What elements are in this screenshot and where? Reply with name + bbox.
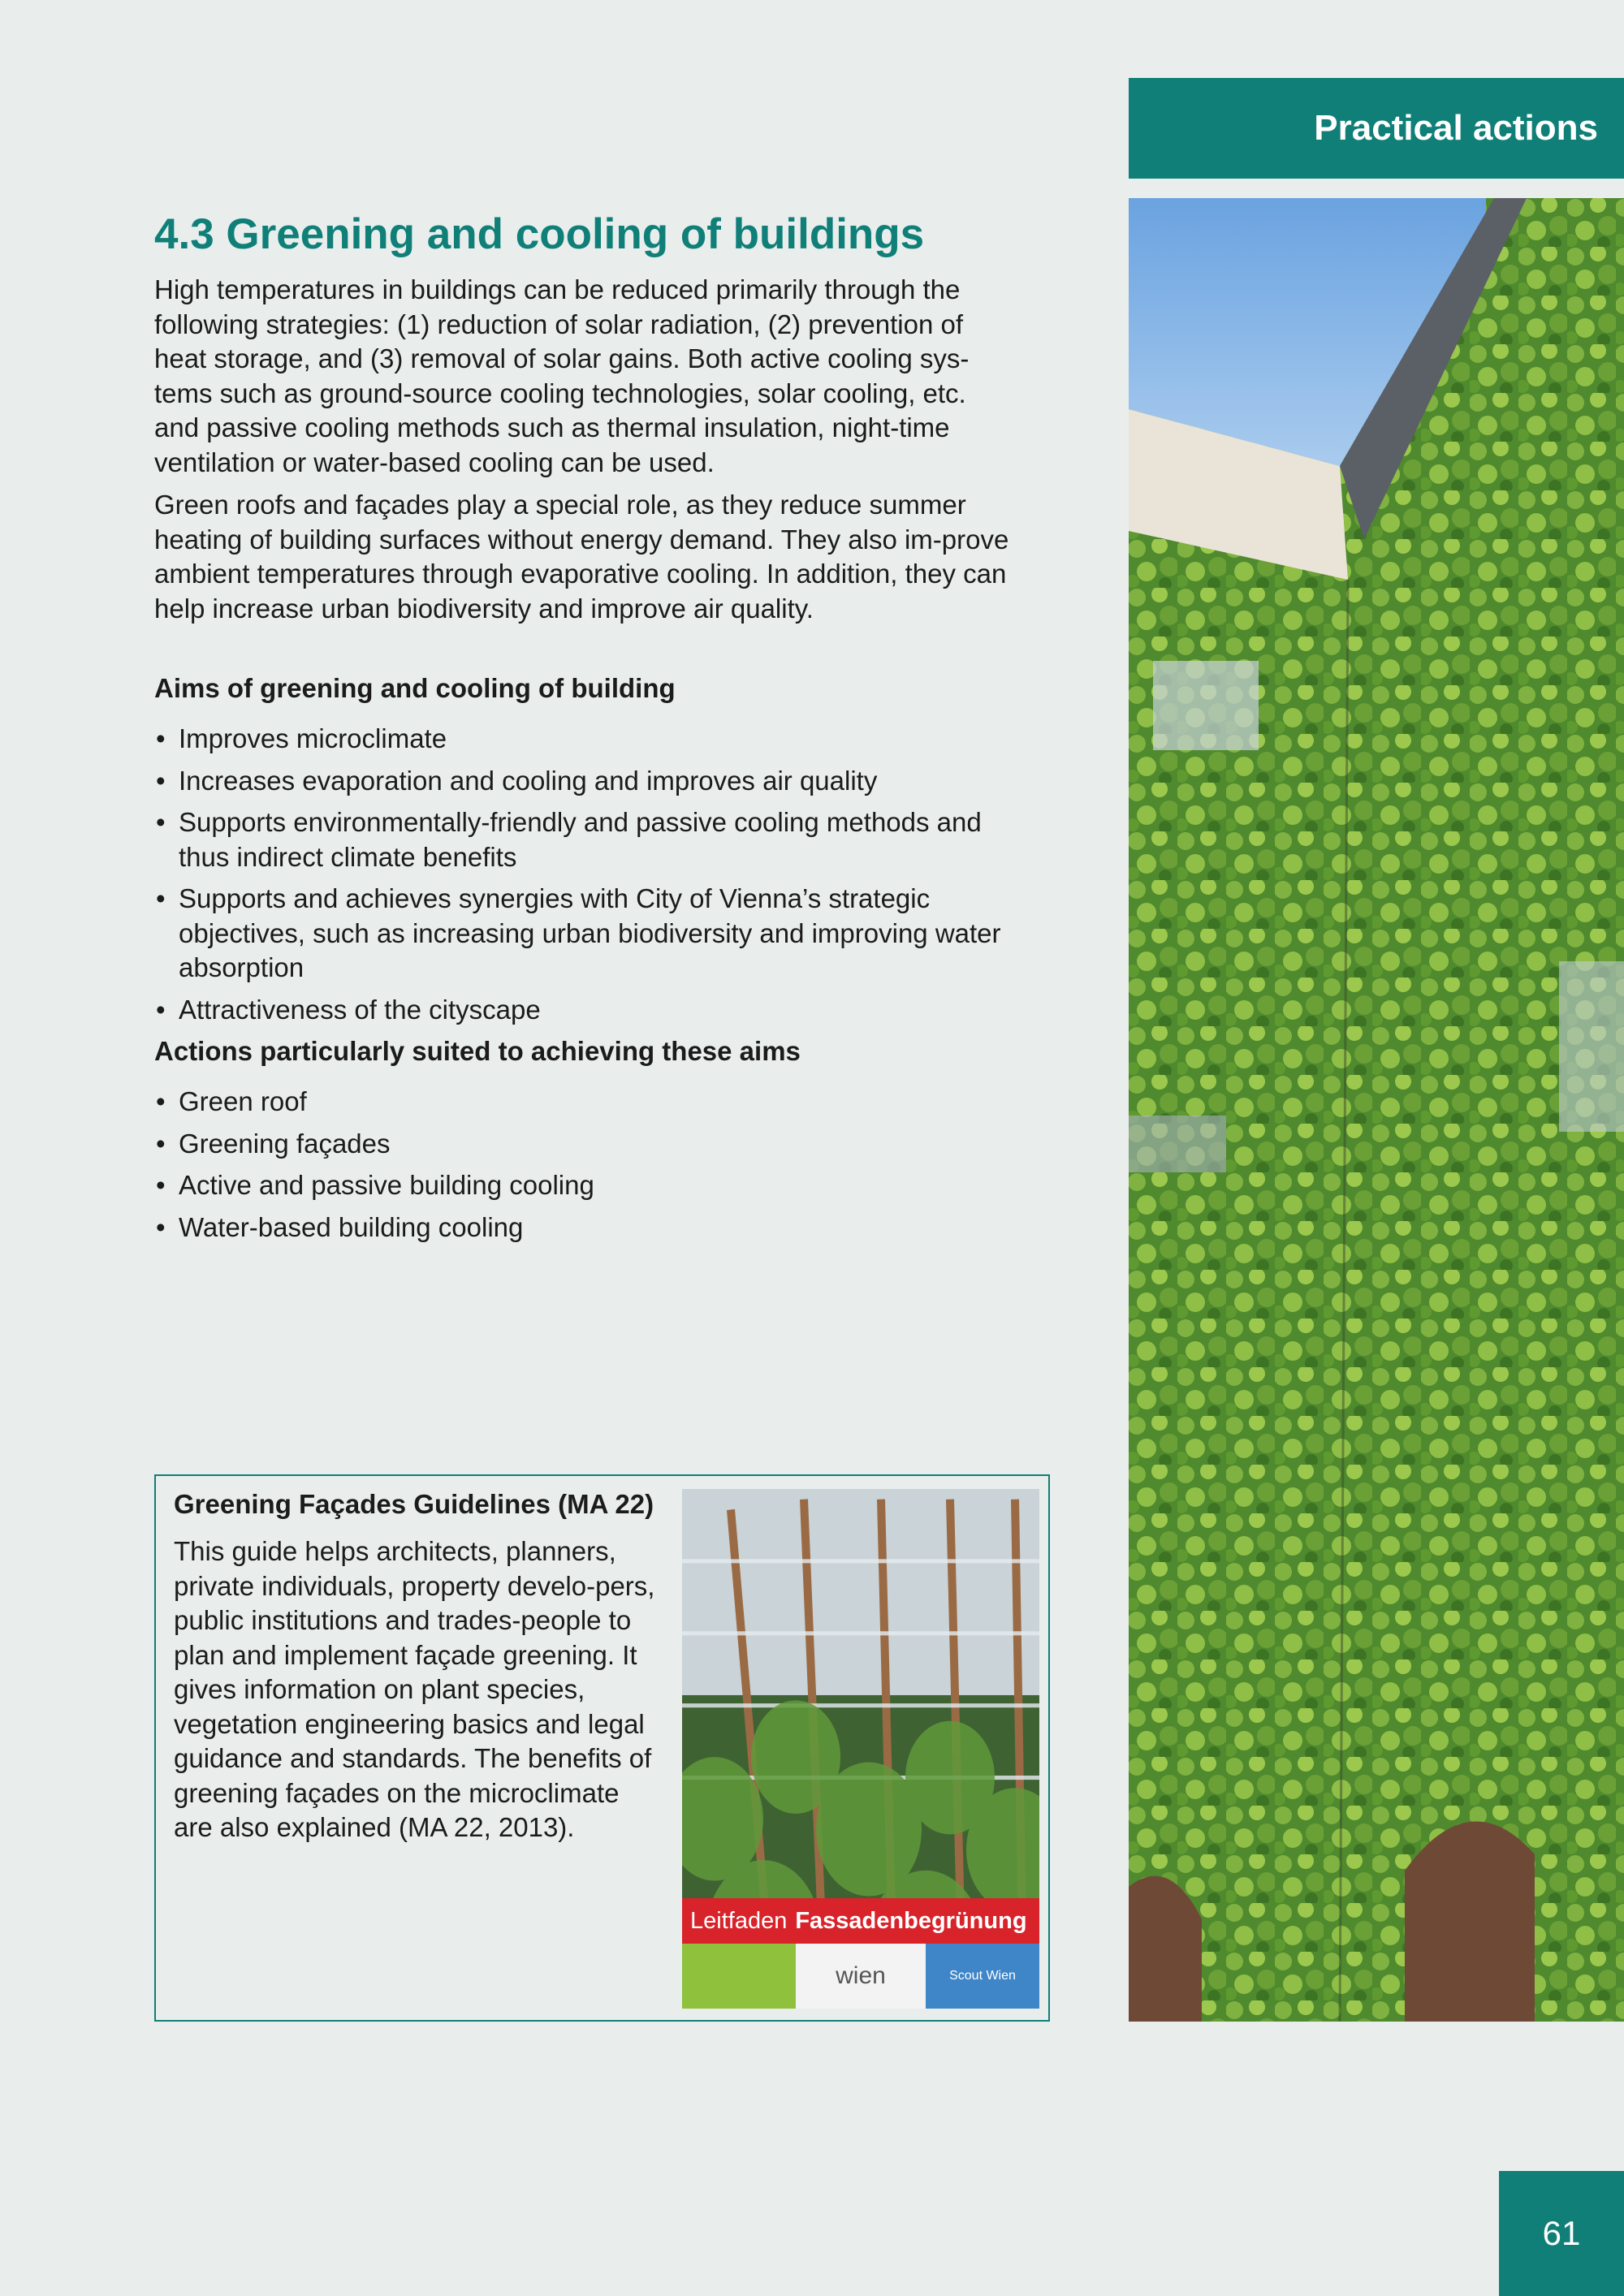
cover-logos bbox=[682, 1944, 1039, 2009]
ivy-facade-illustration bbox=[1129, 198, 1624, 2022]
list-item: • Greening façades bbox=[154, 1127, 1015, 1162]
list-item: • Water-based building cooling bbox=[154, 1211, 1015, 1245]
section-label: Practical actions bbox=[1314, 108, 1598, 148]
list-item: • Active and passive building cooling bbox=[154, 1168, 1015, 1203]
section-header-band bbox=[1129, 78, 1624, 179]
cover-title-light: Leitfaden bbox=[690, 1907, 788, 1934]
actions-list bbox=[154, 1085, 1015, 1245]
list-item: • Supports and achieves synergies with City of Vienna’s strategic objectives, such as increasing urban biodiversity and improving water absorption bbox=[154, 882, 1015, 986]
cover-title-bold: Fassadenbegrünung bbox=[795, 1907, 1027, 1934]
wien-logo bbox=[796, 1944, 926, 2009]
wien-logo-text: wien bbox=[836, 1962, 886, 1989]
green-roofs-paragraph: Green roofs and façades play a special role, as they reduce summer heating of building surfaces without energy demand. They also im-prove ambient temperatures through evaporative cooling. In addition, they can help increase urban biodiversity and improve air quality. bbox=[154, 490, 1009, 624]
aims-list bbox=[154, 722, 1015, 1027]
guidelines-text bbox=[174, 1487, 661, 1845]
page-number-text: 61 bbox=[1542, 2214, 1581, 2252]
scout-wien-logo bbox=[926, 1944, 1039, 2009]
guidelines-body: This guide helps architects, planners, private individuals, property develo-pers, public institutions and trades-people to plan and implement façade greening. It gives information on plant species, vegetation engineering basics and legal guidance and standards. The benefits of greening façades on the microclimate are also explained (MA 22, 2013). bbox=[174, 1536, 655, 1842]
list-item: • Increases evaporation and cooling and improves air quality bbox=[154, 764, 1015, 799]
list-item: • Attractiveness of the cityscape bbox=[154, 993, 1015, 1028]
guidelines-box bbox=[154, 1474, 1050, 2022]
aims-heading: Aims of greening and cooling of building bbox=[154, 673, 676, 703]
list-item: • Supports environmentally-friendly and passive cooling methods and thus indirect climate benefits bbox=[154, 805, 1015, 874]
guideline-cover-image bbox=[682, 1489, 1039, 2009]
green-logo bbox=[682, 1944, 796, 2009]
actions-heading: Actions particularly suited to achieving these aims bbox=[154, 1036, 801, 1066]
guidelines-title: Greening Façades Guidelines (MA 22) bbox=[174, 1489, 654, 1519]
intro-paragraph: High temperatures in buildings can be reduced primarily through the following strategies: (1) reduction of solar radiation, (2) prevention of heat storage, and (3) removal of solar gains. Both active cooling sys-tems such as ground-source cooling technologies, solar cooling, etc. and passive cooling methods such as thermal insulation, night-time ventilation or water-based cooling can be used. bbox=[154, 274, 970, 477]
page-title: 4.3 Greening and cooling of buildings bbox=[154, 210, 925, 258]
ivy-facade-photo bbox=[1129, 198, 1624, 2022]
list-item: • Improves microclimate bbox=[154, 722, 1015, 757]
cover-title-bar bbox=[682, 1898, 1039, 1944]
main-content bbox=[154, 209, 1015, 1252]
list-item: • Green roof bbox=[154, 1085, 1015, 1120]
scout-wien-logo-text: Scout Wien bbox=[949, 1969, 1016, 1983]
page-number bbox=[1499, 2171, 1624, 2296]
